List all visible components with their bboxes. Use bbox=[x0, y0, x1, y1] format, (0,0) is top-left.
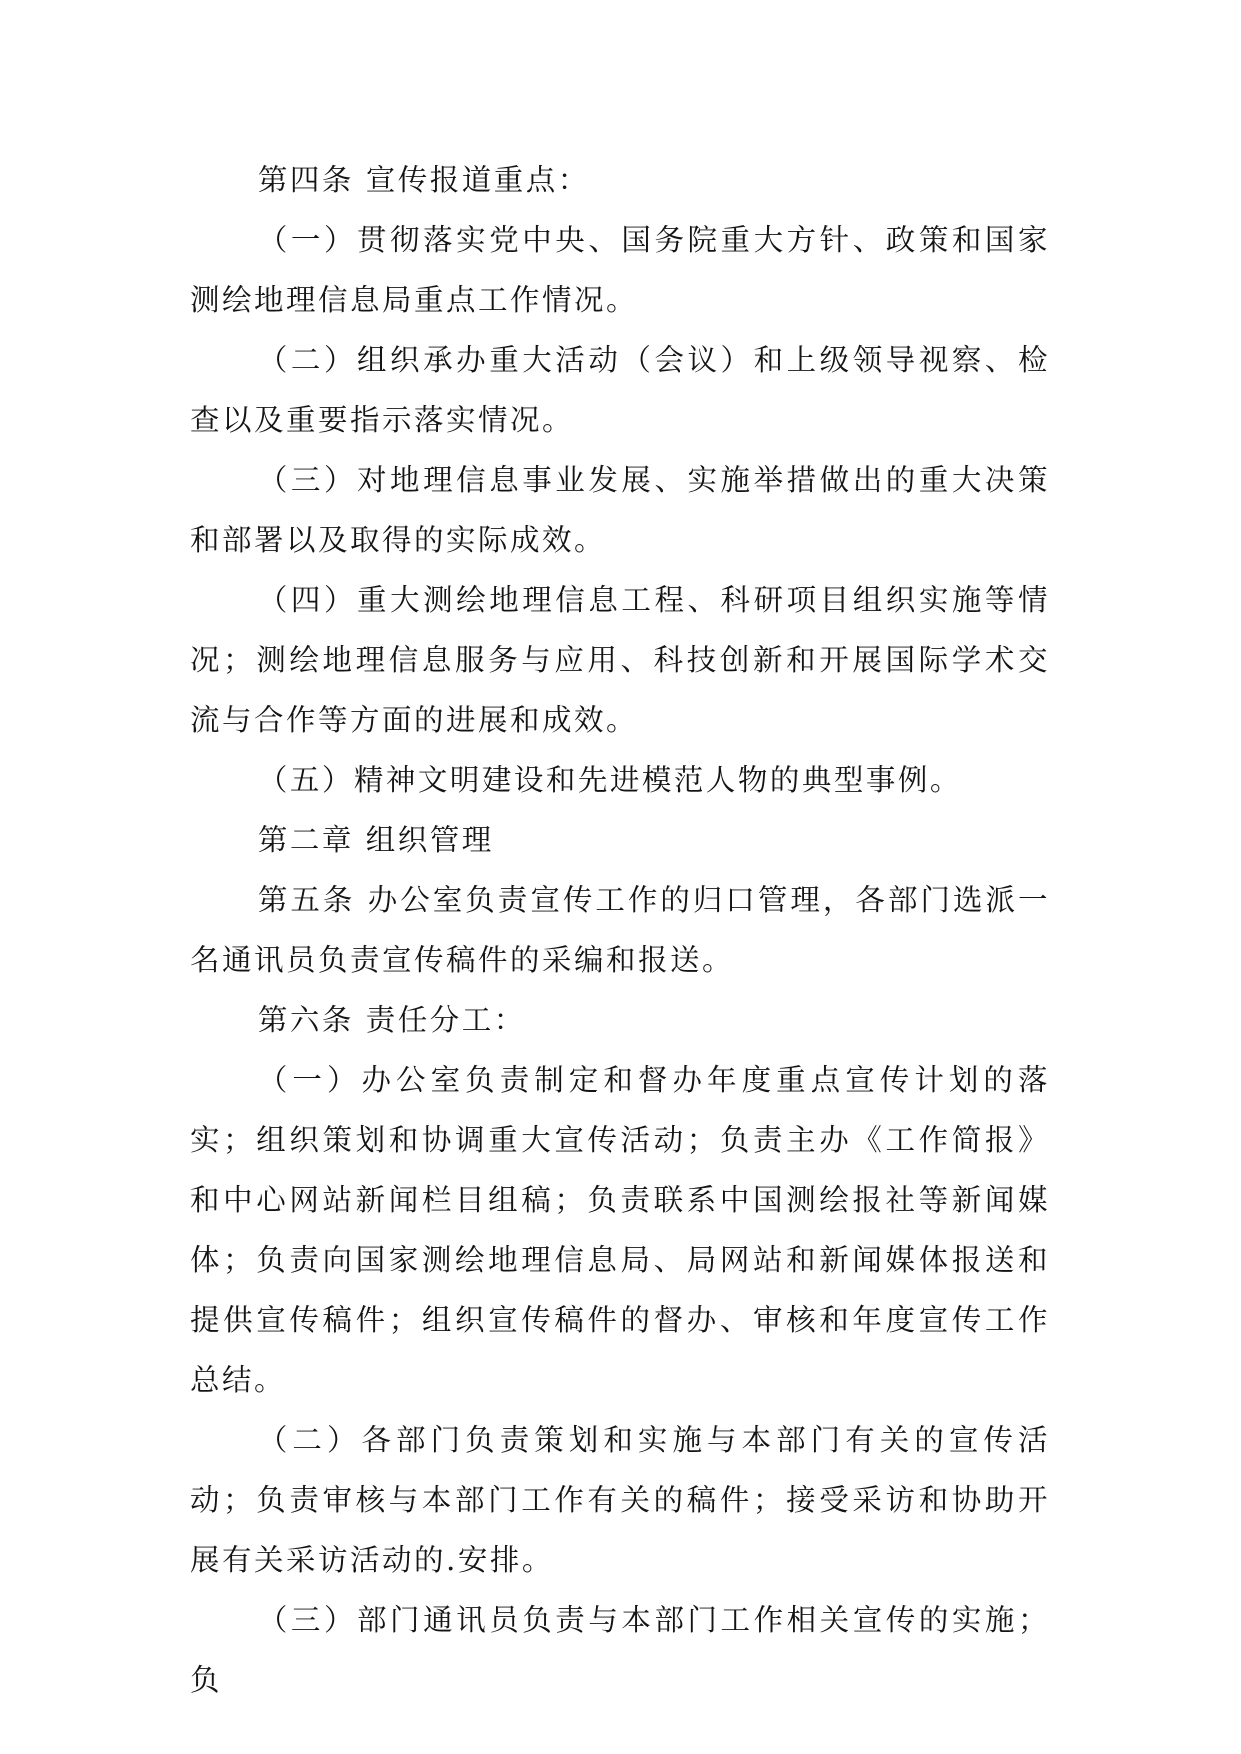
chapter-2-heading: 第二章 组织管理 bbox=[257, 823, 494, 857]
document-page bbox=[190, 150, 1050, 1710]
article-5: 第五条 办公室负责宣传工作的归口管理，各部门选派一名通讯员负责宣传稿件的采编和报送。 bbox=[190, 883, 1050, 977]
article-4-item-2: （二）组织承办重大活动（会议）和上级领导视察、检查以及重要指示落实情况。 bbox=[190, 343, 1050, 437]
article-4-item-5: （五）精神文明建设和先进模范人物的典型事例。 bbox=[257, 763, 962, 797]
article-4-item-4: （四）重大测绘地理信息工程、科研项目组织实施等情况；测绘地理信息服务与应用、科技创新和开展国际学术交流与合作等方面的进展和成效。 bbox=[190, 583, 1050, 737]
article-6-item-1: （一）办公室负责制定和督办年度重点宣传计划的落实；组织策划和协调重大宣传活动；负责主办《工作简报》和中心网站新闻栏目组稿；负责联系中国测绘报社等新闻媒体；负责向国家测绘地理信息局、局网站和新闻媒体报送和提供宣传稿件；组织宣传稿件的督办、审核和年度宣传工作总结。 bbox=[190, 1063, 1050, 1397]
article-4-item-1: （一）贯彻落实党中央、国务院重大方针、政策和国家测绘地理信息局重点工作情况。 bbox=[190, 223, 1050, 317]
article-4-item-3: （三）对地理信息事业发展、实施举措做出的重大决策和部署以及取得的实际成效。 bbox=[190, 463, 1050, 557]
article-6-item-2: （二）各部门负责策划和实施与本部门有关的宣传活动；负责审核与本部门工作有关的稿件；接受采访和协助开展有关采访活动的.安排。 bbox=[190, 1423, 1050, 1577]
article-6-item-3: （三）部门通讯员负责与本部门工作相关宣传的实施；负 bbox=[190, 1603, 1050, 1697]
article-4-heading: 第四条 宣传报道重点： bbox=[257, 163, 590, 197]
article-6-heading: 第六条 责任分工： bbox=[257, 1003, 526, 1037]
